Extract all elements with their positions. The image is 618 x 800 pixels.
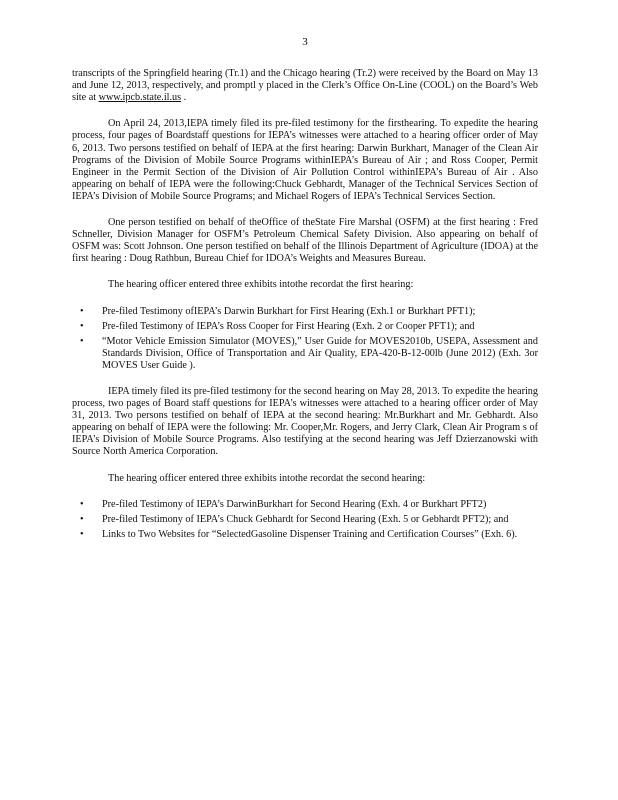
list-item [72,499,538,511]
list-item-text: Links to Two Websites for “SelectedGasoline Dispenser Training and Certification Courses” (Exh. 6). [102,528,518,540]
list-item [72,336,538,372]
bullet-icon: • [80,335,84,347]
paragraph-transcripts-end: . [181,92,187,104]
bullet-icon: • [80,305,84,317]
paragraph-iepa-second-hearing: IEPA timely filed its pre-filed testimony for the second hearing on May 28, 2013. To expedite the hearing process, two pages of Board staff questions for IEPA’s witnesses were attached to a hearing officer order of May 31, 2013. Two persons testified on behalf of IEPA at the second hearing: Mr.Burkhart and Mr. Gebhardt. Also appearing on behalf of IEPA were the following: Mr. Cooper,Mr. Rogers, and Jerry Clark, Clean Air Program s of IEPA’s Division of Mobile Source Programs. Also testifying at the second hearing was Jeff Dzierzanowski with Source North America Corporation. [72,385,538,458]
paragraph-osfm-idoa: One person testified on behalf of theOffice of theState Fire Marshal (OSFM) at the first hearing : Fred Schneller, Division Manager for OSFM’s Petroleum Chemical Safety Division. Also appearing on behalf of OSFM was: Scott Johnson. One person testified on behalf of the Illinois Department of Agriculture (IDOA) at the first hearing : Doug Rathbun, Bureau Chief for IDOA’s Weights and Measures Bureau. [72,217,538,265]
list-item [72,514,538,526]
list-item [72,529,538,541]
board-website-link[interactable]: www.ipcb.state.il.us [98,92,182,104]
list-item-text: “Motor Vehicle Emission Simulator (MOVES),” User Guide for MOVES2010b, USEPA, Assessment and Standards Division, Office of Transportation and Air Quality, EPA-420-B-12-00lb (June 2012) (Exh. 3or MOVES User Guide ). [102,335,538,371]
paragraph-first-exhibits-intro: The hearing officer entered three exhibits intothe recordat the first hearing: [108,279,414,291]
document-page [72,36,538,555]
paragraph-transcripts [72,68,538,104]
paragraph-iepa-first-hearing: On April 24, 2013,IEPA timely filed its pre-filed testimony for the firsthearing. To expedite the hearing process, four pages of Boardstaff questions for IEPA’s witnesses were attached to a hearing officer order of May 6, 2013. Two persons testified on behalf of IEPA at the first hearing: Darwin Burkhart, Manager of the Clean Air Programs of the Division of Mobile Source Programs withinIEPA’s Bureau of Air ; and Ross Cooper, Permit Engineer in the Permit Section of the Division of Air Pollution Control withinIEPA’s Bureau of Air . Also appearing on behalf of IEPA were the following:Chuck Gebhardt, Manager of the Technical Services Section of IEPA’s Division of Mobile Source Programs; and Michael Rogers of IEPA’s Technical Services Section. [72,118,538,202]
paragraph-transcripts-text: transcripts of the Springfield hearing (Tr.1) and the Chicago hearing (Tr.2) were received by the Board on May 13 and June 12, 2013, respectively, and promptl y placed in the Clerk’s Office On-Line (COOL) on the Board’s Web site at [72,68,538,104]
bullet-icon: • [80,498,84,510]
list-item [72,321,538,333]
bullet-icon: • [80,320,84,332]
page-number: 3 [302,36,308,48]
list-item-text: Pre-filed Testimony of IEPA’s Chuck Gebhardt for Second Hearing (Exh. 5 or Gebhardt PFT2); and [102,513,509,525]
bullet-icon: • [80,528,84,540]
list-item-text: Pre-filed Testimony of IEPA’s Ross Cooper for First Hearing (Exh. 2 or Cooper PFT1); and [102,320,475,332]
list-item-text: Pre-filed Testimony ofIEPA’s Darwin Burkhart for First Hearing (Exh.1 or Burkhart PFT1); [102,305,476,317]
list-item-text: Pre-filed Testimony of IEPA’s DarwinBurkhart for Second Hearing (Exh. 4 or Burkhart PFT2) [102,498,487,510]
bullet-icon: • [80,513,84,525]
first-hearing-exhibit-list [72,306,538,372]
paragraph-second-exhibits-intro: The hearing officer entered three exhibits intothe recordat the second hearing: [108,472,426,484]
second-hearing-exhibit-list [72,499,538,541]
list-item [72,306,538,318]
